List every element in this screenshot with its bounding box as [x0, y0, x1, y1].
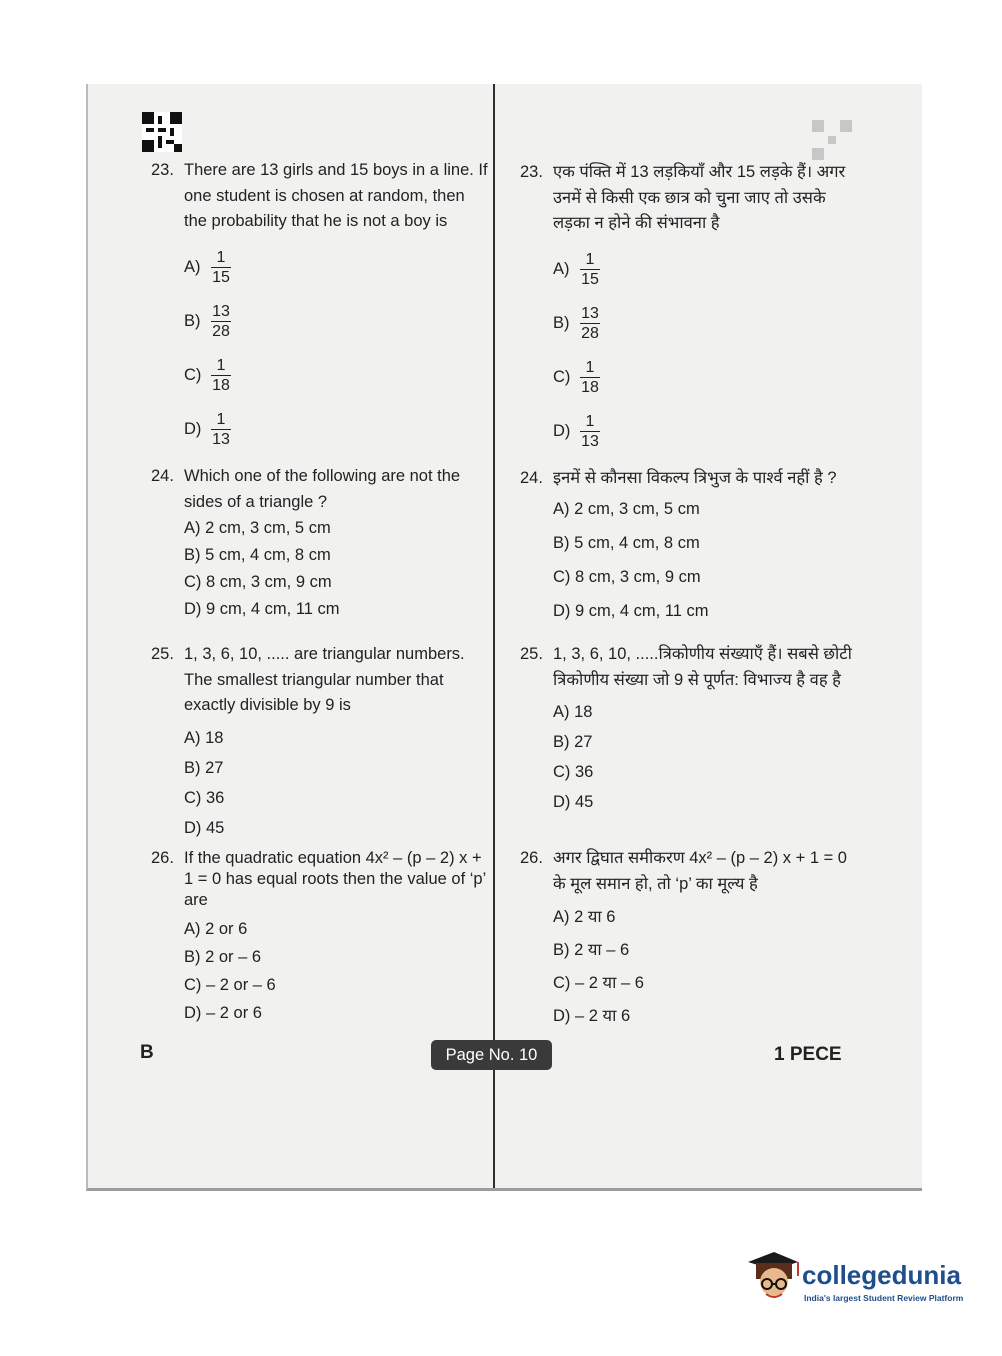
option-b: B) $\frac{13}{28}$: [184, 302, 230, 341]
option-d: D) $\frac{1}{13}$: [553, 412, 599, 451]
option-b: B) 27: [553, 733, 593, 751]
question-text: There are 13 girls and 15 boys in a line. If one student is chosen at random, then the probability that he is not a boy is: [184, 161, 488, 230]
option-d: D) 9 cm, 4 cm, 11 cm: [184, 600, 340, 618]
option-c: C) 8 cm, 3 cm, 9 cm: [184, 573, 332, 591]
mascot-icon: [744, 1248, 800, 1308]
qr-code-icon: [142, 112, 182, 152]
collegedunia-logo[interactable]: [744, 1248, 969, 1308]
question-number: 25.: [520, 645, 543, 663]
option-d: D) 45: [553, 793, 594, 811]
question-23: [151, 158, 491, 457]
question-26-hindi: [520, 846, 860, 1033]
column-divider: [493, 84, 495, 1188]
question-text: अगर द्विघात समीकरण 4x² – (p – 2) x + 1 = 0 के मूल समान हो, तो ‘p’ का मूल्य है: [553, 849, 847, 893]
faint-qr-code-icon: [812, 120, 852, 160]
option-b: B) $\frac{13}{28}$: [553, 304, 599, 343]
question-text: 1, 3, 6, 10, ..... are triangular numbers. The smallest triangular number that exactly divisible by 9 is: [184, 645, 465, 714]
option-a: A) 2 cm, 3 cm, 5 cm: [553, 499, 700, 518]
option-a: A) $\frac{1}{15}$: [553, 250, 599, 289]
option-b: B) 2 or – 6: [184, 948, 262, 966]
option-b: B) 27: [184, 758, 224, 777]
option-c: C) 8 cm, 3 cm, 9 cm: [553, 567, 701, 586]
question-25: [151, 642, 491, 843]
option-d: D) 9 cm, 4 cm, 11 cm: [553, 601, 709, 620]
series-letter: B: [140, 1042, 154, 1063]
option-c: C) $\frac{1}{18}$: [553, 358, 599, 397]
option-a: A) 18: [553, 703, 593, 721]
option-a: A) 2 or 6: [184, 920, 248, 938]
question-25-hindi: [520, 642, 860, 817]
option-b: B) 2 या – 6: [553, 941, 630, 959]
option-d: D) – 2 या 6: [553, 1007, 631, 1025]
question-number: 24.: [520, 469, 543, 487]
option-c: C) 36: [553, 763, 594, 781]
question-26: [151, 848, 491, 1027]
option-b: B) 5 cm, 4 cm, 8 cm: [553, 533, 700, 552]
question-number: 23.: [520, 163, 543, 181]
option-c: C) $\frac{1}{18}$: [184, 356, 230, 395]
question-text: Which one of the following are not the sides of a triangle ?: [184, 467, 461, 511]
page-number-badge: Page No. 10: [431, 1040, 552, 1070]
logo-name: collegedunia: [802, 1260, 961, 1290]
question-text: इनमें से कौनसा विकल्प त्रिभुज के पार्श्व नहीं है ?: [553, 469, 837, 487]
question-text: एक पंक्ति में 13 लड़कियाँ और 15 लड़के हैं। अगर उनमें से किसी एक छात्र को चुना जाए तो उसके लड़का न होने की संभावना है: [553, 163, 846, 232]
option-a: A) 18: [184, 728, 224, 747]
option-c: C) 36: [184, 788, 225, 807]
paper-code: 1 PECE: [774, 1044, 842, 1065]
logo-tagline: India's largest Student Review Platform: [804, 1293, 964, 1303]
option-c: C) – 2 or – 6: [184, 976, 276, 994]
option-d: D) $\frac{1}{13}$: [184, 410, 230, 449]
question-number: 26.: [151, 849, 174, 867]
option-d: D) – 2 or 6: [184, 1004, 262, 1022]
option-d: D) 45: [184, 818, 225, 837]
question-number: 25.: [151, 645, 174, 663]
option-b: B) 5 cm, 4 cm, 8 cm: [184, 546, 331, 564]
question-number: 24.: [151, 467, 174, 485]
option-a: A) 2 या 6: [553, 908, 616, 926]
exam-page: [86, 84, 922, 1191]
option-a: A) 2 cm, 3 cm, 5 cm: [184, 519, 331, 537]
question-number: 26.: [520, 849, 543, 867]
question-23-hindi: [520, 160, 860, 459]
question-text: If the quadratic equation 4x² – (p – 2) x + 1 = 0 has equal roots then the value of ‘p’ are: [184, 849, 486, 909]
option-a: A) $\frac{1}{15}$: [184, 248, 230, 287]
question-24-hindi: [520, 466, 860, 628]
question-text: 1, 3, 6, 10, .....त्रिकोणीय संख्याएँ हैं। सबसे छोटी त्रिकोणीय संख्या जो 9 से पूर्णत: विभाज्य है वह है: [553, 645, 852, 689]
option-c: C) – 2 या – 6: [553, 974, 644, 992]
question-24: [151, 464, 491, 623]
question-number: 23.: [151, 161, 174, 179]
